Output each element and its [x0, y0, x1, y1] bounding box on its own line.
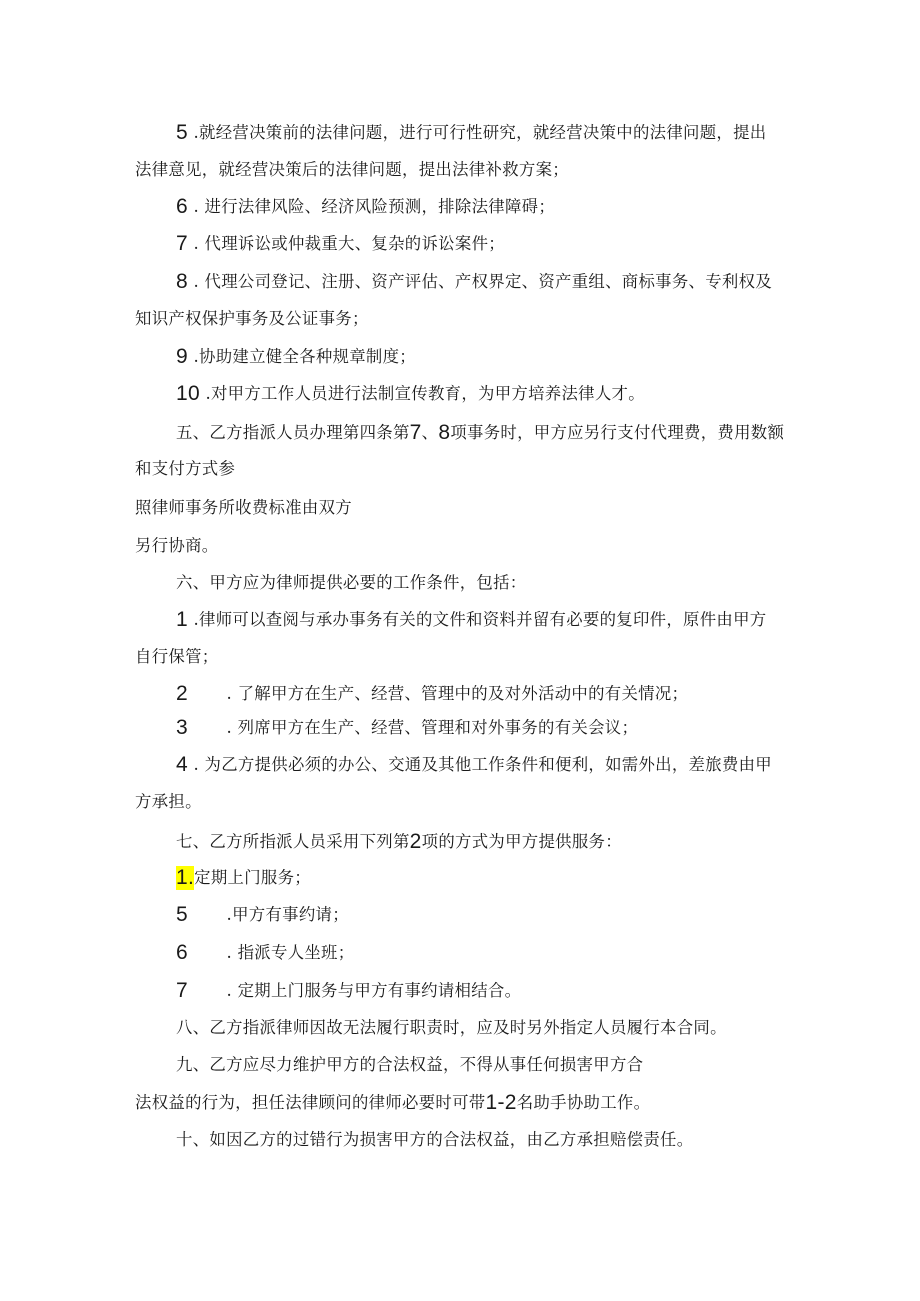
clause-5-line1 [176, 421, 784, 445]
clause-text: 项的方式为甲方提供服务： [421, 832, 622, 851]
clause-10: 十、如因乙方的过错行为损害甲方的合法权益，由乙方承担赔偿责任。 [176, 1130, 694, 1149]
item-text: . 进行法律风险、经济风险预测，排除法律障碍； [187, 197, 556, 216]
item-number: 7 [176, 979, 188, 1002]
item-number: 5 [176, 903, 188, 926]
item-text: . 定期上门服务与甲方有事约请相结合。 [187, 981, 522, 1000]
clause-5-line4: 另行协商。 [135, 536, 219, 555]
item-text: .协助建立健全各种规章制度； [187, 347, 416, 366]
item-number: 5 [176, 121, 188, 144]
clause-5-line3: 照律师事务所收费标准由双方 [135, 498, 352, 517]
item-number: 2 [409, 830, 422, 853]
clause-9-line2 [135, 1091, 650, 1115]
item-5-line1 [176, 121, 766, 145]
clause-text: 七、乙方所指派人员采用下列第 [176, 832, 410, 851]
clause-text: 法权益的行为，担任法律顾问的律师必要时可带 [135, 1093, 486, 1112]
item-8-line1 [176, 270, 772, 294]
item-text: . 为乙方提供必须的办公、交通及其他工作条件和便利，如需外出，差旅费由甲 [187, 755, 772, 774]
item-number: 7 [176, 232, 188, 255]
clause-text: 、 [421, 423, 439, 442]
item-6 [176, 195, 555, 219]
item-number: 2 [176, 682, 188, 705]
item-text: .甲方有事约请； [187, 905, 349, 924]
item-number: 1-2 [485, 1091, 517, 1114]
item-5-line2: 法律意见，就经营决策后的法律问题，提出法律补救方案； [135, 160, 569, 179]
item-number: 8 [438, 421, 451, 444]
item-number: 9 [176, 345, 188, 368]
clause-7-option-1 [176, 866, 311, 890]
item-number: 3 [176, 716, 188, 739]
clause-6-item-1-line2: 自行保管； [135, 647, 219, 666]
clause-6-title: 六、甲方应为律师提供必要的工作条件，包括： [176, 573, 527, 592]
clause-6-item-2 [176, 682, 688, 706]
clause-7-option-2 [176, 903, 349, 927]
clause-8: 八、乙方指派律师因故无法履行职责时，应及时另外指定人员履行本合同。 [176, 1018, 727, 1037]
item-text: .就经营决策前的法律问题，进行可行性研究，就经营决策中的法律问题，提出 [187, 123, 767, 142]
item-text: . 代理诉讼或仲裁重大、复杂的诉讼案件； [187, 234, 505, 253]
highlighted-item-number: 1. [176, 866, 195, 889]
clause-7-option-4 [176, 979, 521, 1003]
item-text: .律师可以查阅与承办事务有关的文件和资料并留有必要的复印件，原件由甲方 [187, 610, 767, 629]
item-number: 6 [176, 941, 188, 964]
item-text: 定期上门服务； [194, 868, 311, 887]
clause-7-title [176, 830, 622, 854]
clause-6-item-4-line1 [176, 753, 772, 777]
item-text: .对甲方工作人员进行法制宣传教育，为甲方培养法律人才。 [199, 384, 645, 403]
clause-text: 名助手协助工作。 [516, 1093, 651, 1112]
item-text: . 列席甲方在生产、经营、管理和对外事务的有关会议； [187, 718, 639, 737]
item-text: . 代理公司登记、注册、资产评估、产权界定、资产重组、商标事务、专利权及 [187, 272, 772, 291]
clause-6-item-4-line2: 方承担。 [135, 792, 202, 811]
clause-text: 项事务时，甲方应另行支付代理费，费用数额 [450, 423, 785, 442]
item-8-line2: 知识产权保护事务及公证事务； [135, 309, 369, 328]
item-number: 8 [176, 270, 188, 293]
clause-5-line2: 和支付方式参 [135, 459, 236, 478]
item-number: 10 [176, 382, 200, 405]
item-9 [176, 345, 416, 369]
item-number: 1 [176, 608, 188, 631]
clause-6-item-3 [176, 716, 638, 740]
item-text: . 指派专人坐班； [187, 943, 355, 962]
item-number: 6 [176, 195, 188, 218]
clause-7-option-3 [176, 941, 354, 965]
item-text: . 了解甲方在生产、经营、管理中的及对外活动中的有关情况； [187, 684, 689, 703]
clause-text: 五、乙方指派人员办理第四条第 [176, 423, 410, 442]
item-7 [176, 232, 505, 256]
item-number: 7 [409, 421, 422, 444]
item-10 [176, 382, 645, 406]
clause-9-line1: 九、乙方应尽力维护甲方的合法权益，不得从事任何损害甲方合 [176, 1055, 644, 1074]
clause-6-item-1-line1 [176, 608, 766, 632]
item-number: 4 [176, 753, 188, 776]
